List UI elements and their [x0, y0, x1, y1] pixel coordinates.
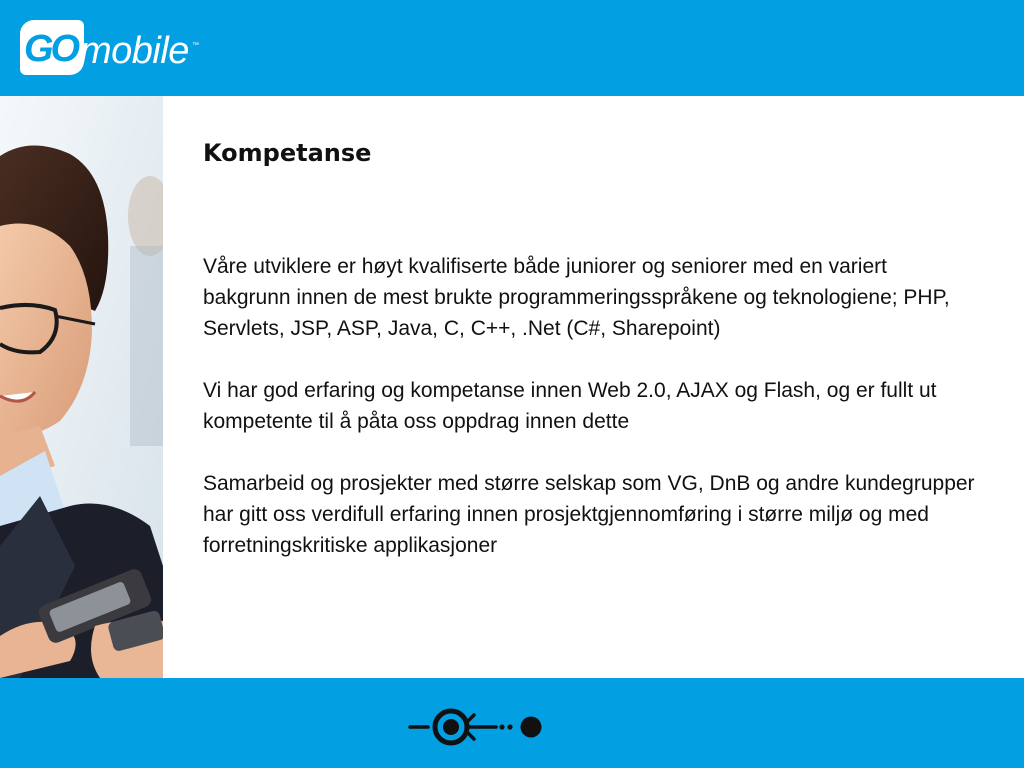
header-bar [0, 0, 1024, 96]
connector-symbol-icon [408, 703, 544, 751]
paragraph-partnerships: Samarbeid og prosjekter med større selskap som VG, DnB og andre kundegrupper har gitt oss verdifull erfaring innen prosjektgjennomføring i større miljø og med forretningskritiske applikasjoner [203, 472, 975, 557]
gomobile-logo[interactable] [18, 16, 203, 78]
logo-prefix: GO [24, 28, 78, 70]
slide-content [203, 135, 993, 171]
slide-title: Kompetanse [203, 139, 372, 167]
logo-trademark: ™ [192, 42, 199, 49]
photo-illustration [0, 96, 163, 678]
paragraph-developers: Våre utviklere er høyt kvalifiserte både juniorer og seniorer med en variert bakgrunn innen de mest brukte programmeringsspråkene og teknologiene; PHP, Servlets, JSP, ASP, Java, C, C++, .Net (C#, Sharepoint) [203, 255, 950, 340]
woman-with-phone-photo [0, 96, 163, 678]
slide-body [203, 251, 993, 592]
logo-text: mobile [80, 30, 189, 72]
paragraph-web-experience: Vi har god erfaring og kompetanse innen Web 2.0, AJAX og Flash, og er fullt ut kompetente til å påta oss oppdrag innen dette [203, 379, 937, 433]
